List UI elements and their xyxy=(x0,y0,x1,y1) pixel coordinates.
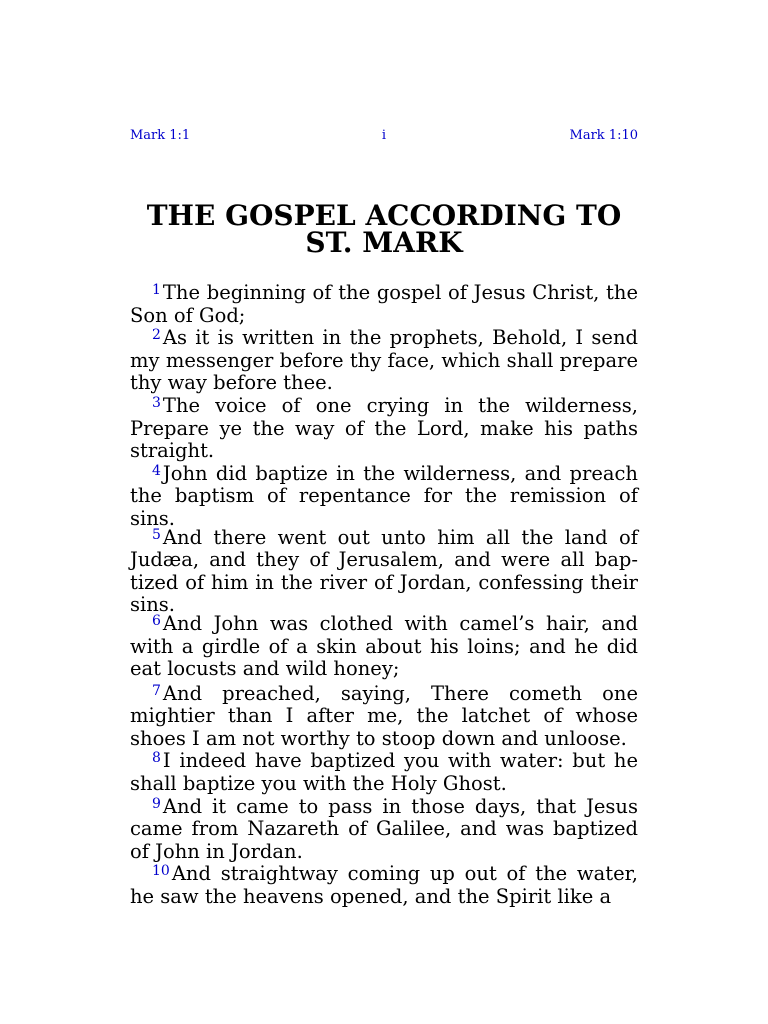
verse-text: John did baptize in the wilderness, and preach the baptism of repentance for the remission of sins. xyxy=(130,461,638,530)
verse xyxy=(130,750,638,795)
verse xyxy=(130,613,638,681)
header-end-reference: Mark 1:10 xyxy=(569,128,638,143)
verse-text: And straightway coming up out of the water, he saw the heavens opened, and the Spirit like a xyxy=(130,862,638,909)
verse xyxy=(130,863,638,908)
verse-text: I indeed have baptized you with water: but he shall baptize you with the Holy Ghost. xyxy=(130,749,638,796)
verse xyxy=(130,796,638,864)
verse xyxy=(130,395,638,463)
book-title-line-2: ST. MARK xyxy=(305,226,463,259)
verse-number: 5 xyxy=(152,526,161,543)
running-header xyxy=(130,128,638,148)
verse-number: 10 xyxy=(152,863,170,880)
verse-text: The voice of one crying in the wilderness, Prepare ye the way of the Lord, make his paths straight. xyxy=(130,393,638,463)
verse-text: As it is written in the prophets, Behold, I send my messenger before thy face, which shall prepare thy way before thee. xyxy=(130,326,638,395)
verse-number: 6 xyxy=(152,612,161,629)
verse-text: And there went out unto him all the land of Judæa, and they of Jerusalem, and were all baptized of him in the river of Jordan, confessing their sins. xyxy=(130,525,638,617)
book-title xyxy=(120,199,648,259)
verse-number: 1 xyxy=(152,282,161,298)
page-number: i xyxy=(381,128,387,143)
chapter-text xyxy=(130,282,638,909)
verse-text: And it came to pass in those days, that Jesus came from Nazareth of Galilee, and was baptized of John in Jordan. xyxy=(130,794,638,863)
verse xyxy=(130,282,638,327)
verse xyxy=(130,683,638,751)
verse-number: 4 xyxy=(152,462,161,479)
book-title-line-1: THE GOSPEL ACCORDING TO xyxy=(146,199,622,232)
page xyxy=(130,0,638,1024)
verse-text: And preached, saying, There cometh one mightier than I after me, the latchet of whose shoes I am not worthy to stoop down and unloose. xyxy=(130,681,638,750)
verse-number: 8 xyxy=(152,750,161,767)
verse-number: 7 xyxy=(152,682,161,699)
verse-text: The beginning of the gospel of Jesus Christ, the Son of God; xyxy=(130,281,638,327)
verse xyxy=(130,527,638,617)
verse xyxy=(130,463,638,531)
verse-number: 2 xyxy=(152,327,161,344)
verse xyxy=(130,327,638,395)
verse-number: 9 xyxy=(152,795,161,812)
header-start-reference: Mark 1:1 xyxy=(130,128,191,143)
verse-number: 3 xyxy=(152,394,161,411)
verse-text: And John was clothed with camel’s hair, and with a girdle of a skin about his loins; and he did eat locusts and wild honey; xyxy=(130,611,638,681)
